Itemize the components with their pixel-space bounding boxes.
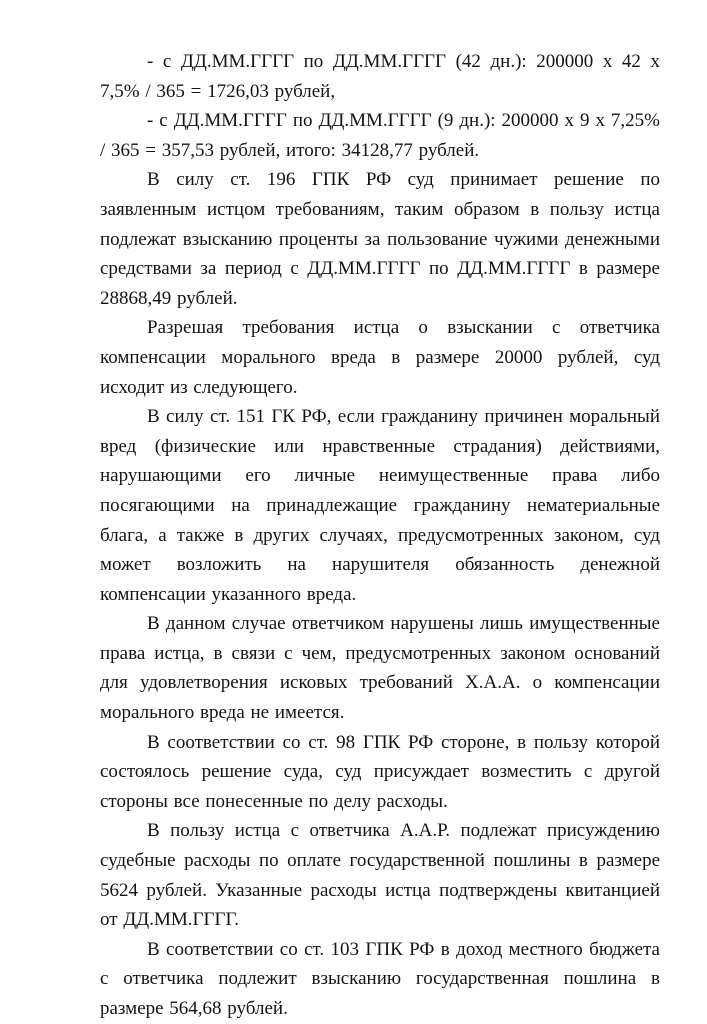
paragraph-moral-damages-claim: Разрешая требования истца о взыскании с ответчика компенсации морального вреда в размере 20000 рублей, суд исходит из следующего. (100, 317, 660, 398)
paragraph-interest-calc-42-days: - с ДД.ММ.ГГГГ по ДД.ММ.ГГГГ (42 дн.): 200000 x 42 x 7,5% / 365 = 1726,03 рублей, (100, 51, 660, 102)
paragraph-art-103-gpk: В соответствии со ст. 103 ГПК РФ в доход местного бюджета с ответчика подлежит взысканию государственная пошлина в размере 564,68 рублей. (100, 938, 660, 1019)
paragraph-art-196-gpk: В силу ст. 196 ГПК РФ суд принимает решение по заявленным истцом требованиям, таким образом в пользу истца подлежат взысканию проценты за пользование чужими денежными средствами за период с ДД.ММ.ГГГГ по ДД.ММ.ГГГГ в размере 28868,49 рублей. (100, 169, 660, 309)
paragraph-moral-damages-denied: В данном случае ответчиком нарушены лишь имущественные права истца, в связи с чем, предусмотренных законом оснований для удовлетворения исковых требований Х.А.А. о компенсации морального вреда не имеется. (100, 613, 660, 724)
paragraph-court-fees-awarded: В пользу истца с ответчика А.А.Р. подлежат присуждению судебные расходы по оплате государственной пошлины в размере 5624 рублей. Указанные расходы истца подтверждены квитанцией от ДД.ММ.ГГГГ. (100, 820, 660, 931)
paragraph-art-98-gpk: В соответствии со ст. 98 ГПК РФ стороне, в пользу которой состоялось решение суда, суд присуждает возместить с другой стороны все понесенные по делу расходы. (100, 731, 660, 812)
paragraph-art-151-gk: В силу ст. 151 ГК РФ, если гражданину причинен моральный вред (физические или нравственные страдания) действиями, нарушающими его личные неимущественные права либо посягающими на принадлежащие гражданину нематериальные блага, а также в других случаях, предусмотренных законом, суд может возложить на нарушителя обязанность денежной компенсации указанного вреда. (100, 406, 660, 605)
paragraph-interest-calc-9-days: - с ДД.ММ.ГГГГ по ДД.ММ.ГГГГ (9 дн.): 200000 x 9 x 7,25% / 365 = 357,53 рублей, итого: 34128,77 рублей. (100, 110, 660, 161)
